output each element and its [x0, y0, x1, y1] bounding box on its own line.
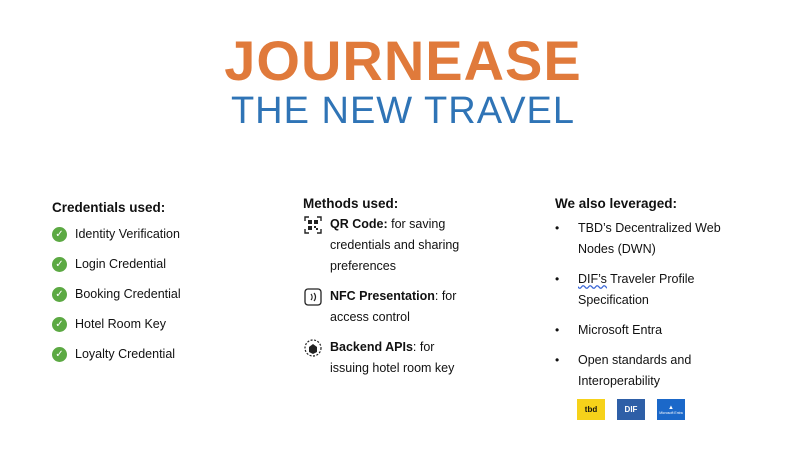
- list-item: [52, 309, 272, 339]
- method-title: QR Code:: [330, 217, 388, 231]
- credential-label: Loyalty Credential: [75, 347, 176, 361]
- method-api: [303, 337, 513, 379]
- bullet-icon: •: [555, 221, 560, 235]
- list-item: [52, 249, 272, 279]
- list-item-text: DIF’s: [578, 272, 607, 286]
- tbd-logo: tbd: [577, 399, 605, 420]
- microsoft-entra-label: Microsoft Entra: [659, 410, 683, 415]
- page-title: JOURNEASE: [224, 29, 582, 92]
- list-item-text: Open standards and: [578, 353, 692, 367]
- leveraged-list: [555, 218, 755, 392]
- credentials-heading: Credentials used:: [52, 200, 166, 215]
- list-item-text: Microsoft Entra: [578, 323, 663, 337]
- list-item: [555, 320, 755, 341]
- check-circle-icon: ✓: [52, 347, 67, 362]
- list-item-text: Nodes (DWN): [578, 242, 656, 256]
- page-subtitle: THE NEW TRAVEL: [230, 90, 576, 132]
- check-circle-icon: ✓: [52, 257, 67, 272]
- methods-heading: Methods used:: [303, 196, 399, 211]
- method-text: : for: [412, 340, 435, 354]
- methods-column: [303, 193, 513, 379]
- method-title: Backend APIs: [330, 340, 413, 354]
- credential-label: Booking Credential: [75, 287, 181, 301]
- list-item: [555, 218, 755, 260]
- check-circle-icon: ✓: [52, 317, 67, 332]
- method-text: for saving: [387, 217, 446, 231]
- method-nfc: [303, 286, 513, 328]
- credentials-column: [52, 193, 272, 369]
- method-qr: [303, 214, 513, 277]
- method-title: NFC Presentation: [330, 289, 435, 303]
- nfc-icon: [303, 287, 323, 307]
- bullet-icon: •: [555, 353, 560, 367]
- list-item-text: Traveler Profile: [606, 272, 695, 286]
- list-item-text: TBD’s Decentralized Web: [578, 221, 721, 235]
- list-item: [555, 350, 755, 392]
- credential-label: Login Credential: [75, 257, 167, 271]
- method-text: preferences: [330, 259, 397, 273]
- method-text: credentials and sharing: [330, 238, 460, 252]
- entra-icon: ▲: [668, 404, 674, 411]
- list-item: [52, 219, 272, 249]
- bullet-icon: •: [555, 323, 560, 337]
- check-circle-icon: ✓: [52, 227, 67, 242]
- dif-logo: DIF: [617, 399, 645, 420]
- list-item: [555, 269, 755, 311]
- method-text: issuing hotel room key: [330, 361, 455, 375]
- credentials-list: [52, 219, 272, 369]
- list-item-text: Interoperability: [578, 374, 660, 388]
- credential-label: Hotel Room Key: [75, 317, 167, 331]
- check-circle-icon: ✓: [52, 287, 67, 302]
- method-text: : for: [434, 289, 457, 303]
- leveraged-heading: We also leveraged:: [555, 196, 678, 211]
- api-icon: [303, 338, 323, 358]
- leveraged-column: [555, 193, 755, 392]
- qr-code-icon: [303, 215, 323, 235]
- credential-label: Identity Verification: [75, 227, 180, 241]
- partner-logos: [577, 399, 685, 420]
- list-item: [52, 279, 272, 309]
- microsoft-entra-logo: [657, 399, 685, 420]
- list-item-text: Specification: [578, 293, 649, 307]
- list-item: [52, 339, 272, 369]
- bullet-icon: •: [555, 272, 560, 286]
- method-text: access control: [330, 310, 410, 324]
